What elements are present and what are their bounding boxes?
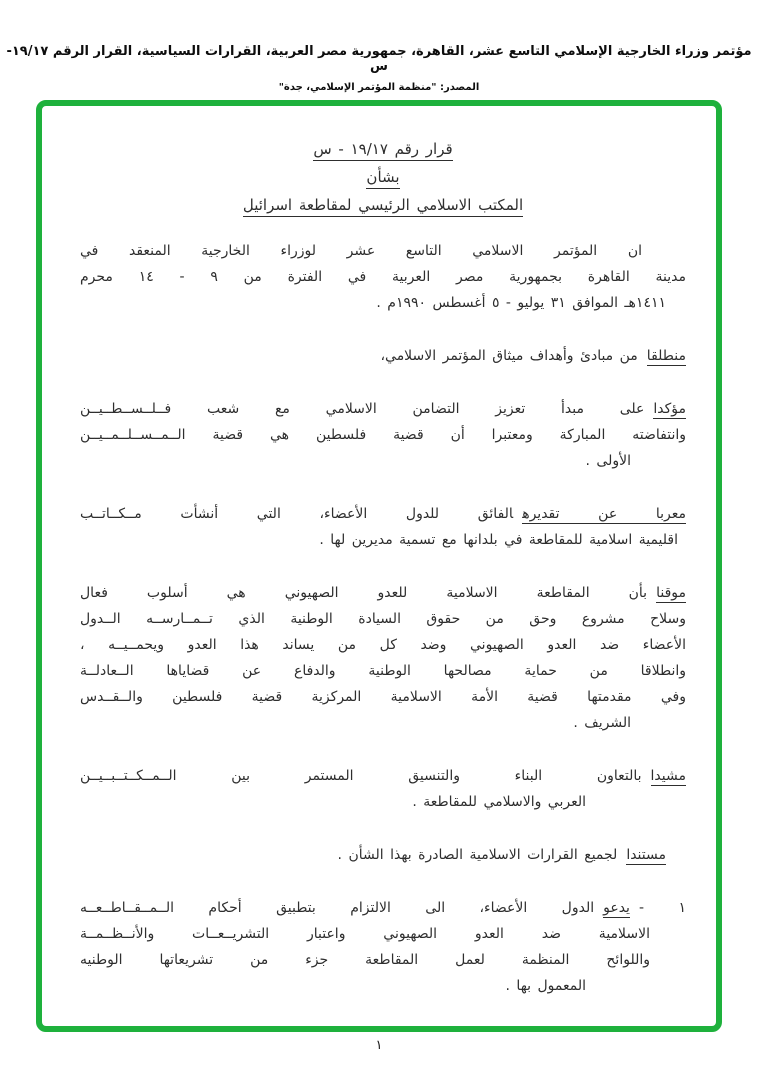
paragraph-line bbox=[80, 842, 686, 868]
clause-paragraph bbox=[80, 763, 686, 815]
paragraph-line: الشريف . bbox=[573, 715, 631, 731]
paragraph-line bbox=[80, 580, 686, 606]
clause-lead-word: منطلقا bbox=[646, 348, 686, 364]
opening-paragraph bbox=[80, 238, 686, 316]
resolution-number-title: قرار رقم ١٩/١٧ - س bbox=[80, 140, 686, 158]
clause-paragraph bbox=[80, 842, 686, 868]
paragraph-line: اقليمية اسلامية للمقاطعة في بلدانها مع تسمية مديرين لها . bbox=[319, 532, 678, 548]
page-number: ١ bbox=[375, 1038, 383, 1053]
document-body bbox=[42, 106, 716, 999]
clause-lead-word: مستندا bbox=[626, 847, 666, 863]
paragraph-line: وانطلاقا من حماية مصالحها الوطنية والدفاع عن قضاياها الــعادلــة bbox=[80, 663, 686, 679]
paragraph-line bbox=[80, 343, 686, 369]
paragraph-line: واللوائح المنظمة لعمل المقاطعة جزء من تشريعاتها الوطنيه bbox=[80, 952, 650, 968]
clause-lead-word: يدعو bbox=[603, 900, 630, 916]
paragraph-line bbox=[80, 501, 686, 527]
paragraph-line: العربي والاسلامي للمقاطعة . bbox=[412, 794, 586, 810]
clause-text: الدول الأعضاء، الى الالتزام بتطبيق أحكام الــمــقــاطــعــه bbox=[80, 900, 595, 916]
paragraph-line: وسلاح مشروع وحق من حقوق السيادة الوطنية الذي تــمــارســه الــدول bbox=[80, 611, 686, 627]
clause-paragraph bbox=[80, 396, 686, 474]
clause-text: لجميع القرارات الاسلامية الصادرة بهذا الشأن . bbox=[337, 847, 618, 863]
clause-paragraph bbox=[80, 343, 686, 369]
clause-lead-word: مؤكدا bbox=[653, 401, 686, 417]
paragraph-line: وانتفاضته المباركة ومعتبرا أن قضية فلسطين هي قضية الــمــســلــمــيــن bbox=[80, 427, 686, 443]
item-number: ١ - bbox=[638, 900, 686, 916]
clause-paragraph bbox=[80, 580, 686, 736]
clause-lead-word: موقنا bbox=[656, 585, 686, 601]
citation-header bbox=[0, 44, 758, 93]
clause-text: من مبادئ وأهداف ميثاق المؤتمر الاسلامي، bbox=[380, 348, 638, 364]
clause-text: بأن المقاطعة الاسلامية للعدو الصهيوني هي أسلوب فعال bbox=[80, 585, 648, 601]
paragraph-line: وفي مقدمتها قضية الأمة الاسلامية المركزية قضية فلسطين والــقــدس bbox=[80, 689, 686, 705]
paragraph-line bbox=[80, 763, 686, 789]
numbered-item-1 bbox=[80, 895, 686, 999]
clause-lead-word: مشيدا bbox=[650, 768, 686, 784]
clause-paragraph bbox=[80, 501, 686, 553]
paragraph-line bbox=[80, 396, 686, 422]
clause-text: بالتعاون البناء والتنسيق المستمر بين الــمــكــتــبــيــن bbox=[80, 768, 642, 784]
clause-lead-word: معربا عن تقديره bbox=[522, 506, 686, 522]
paragraph-line: ان المؤتمر الاسلامي التاسع عشر لوزراء الخارجية المنعقد في bbox=[80, 243, 642, 259]
regarding-label: بشأن bbox=[80, 168, 686, 186]
paragraph-line: الأولى . bbox=[585, 453, 631, 469]
citation-title: مؤتمر وزراء الخارجية الإسلامي التاسع عشر، القاهرة، جمهورية مصر العربية، القرارات السياسية، القرار الرقم ١٩/١٧-س bbox=[6, 44, 752, 74]
paragraph-line: مدينة القاهرة بجمهورية مصر العربية في الفترة من ٩ - ١٤ محرم bbox=[80, 269, 686, 285]
paragraph-line: الأعضاء ضد العدو الصهيوني وضد كل من يساند هذا العدو ويحمــيــه ، bbox=[80, 637, 686, 653]
paragraph-line: ١٤١١هـ الموافق ٣١ يوليو - ٥ أغسطس ١٩٩٠م . bbox=[376, 295, 666, 311]
resolution-subject-title: المكتب الاسلامي الرئيسي لمقاطعة اسرائيل bbox=[80, 196, 686, 214]
paragraph-line bbox=[80, 895, 686, 921]
annotation-frame bbox=[36, 100, 722, 1032]
clause-text: على مبدأ تعزيز التضامن الاسلامي مع شعب فــلــســطــيــن bbox=[80, 401, 645, 417]
paragraph-line: المعمول بها . bbox=[505, 978, 586, 994]
document-title-block bbox=[80, 140, 686, 214]
citation-source: المصدر: "منظمة المؤتمر الإسلامي، جدة" bbox=[278, 82, 480, 93]
clause-text: الفائق للدول الأعضاء، التي أنشأت مــكــاتــب bbox=[80, 506, 514, 522]
paragraph-line: الاسلامية ضد العدو الصهيوني واعتبار التشريــعــات والأنــظــمــة bbox=[80, 926, 650, 942]
